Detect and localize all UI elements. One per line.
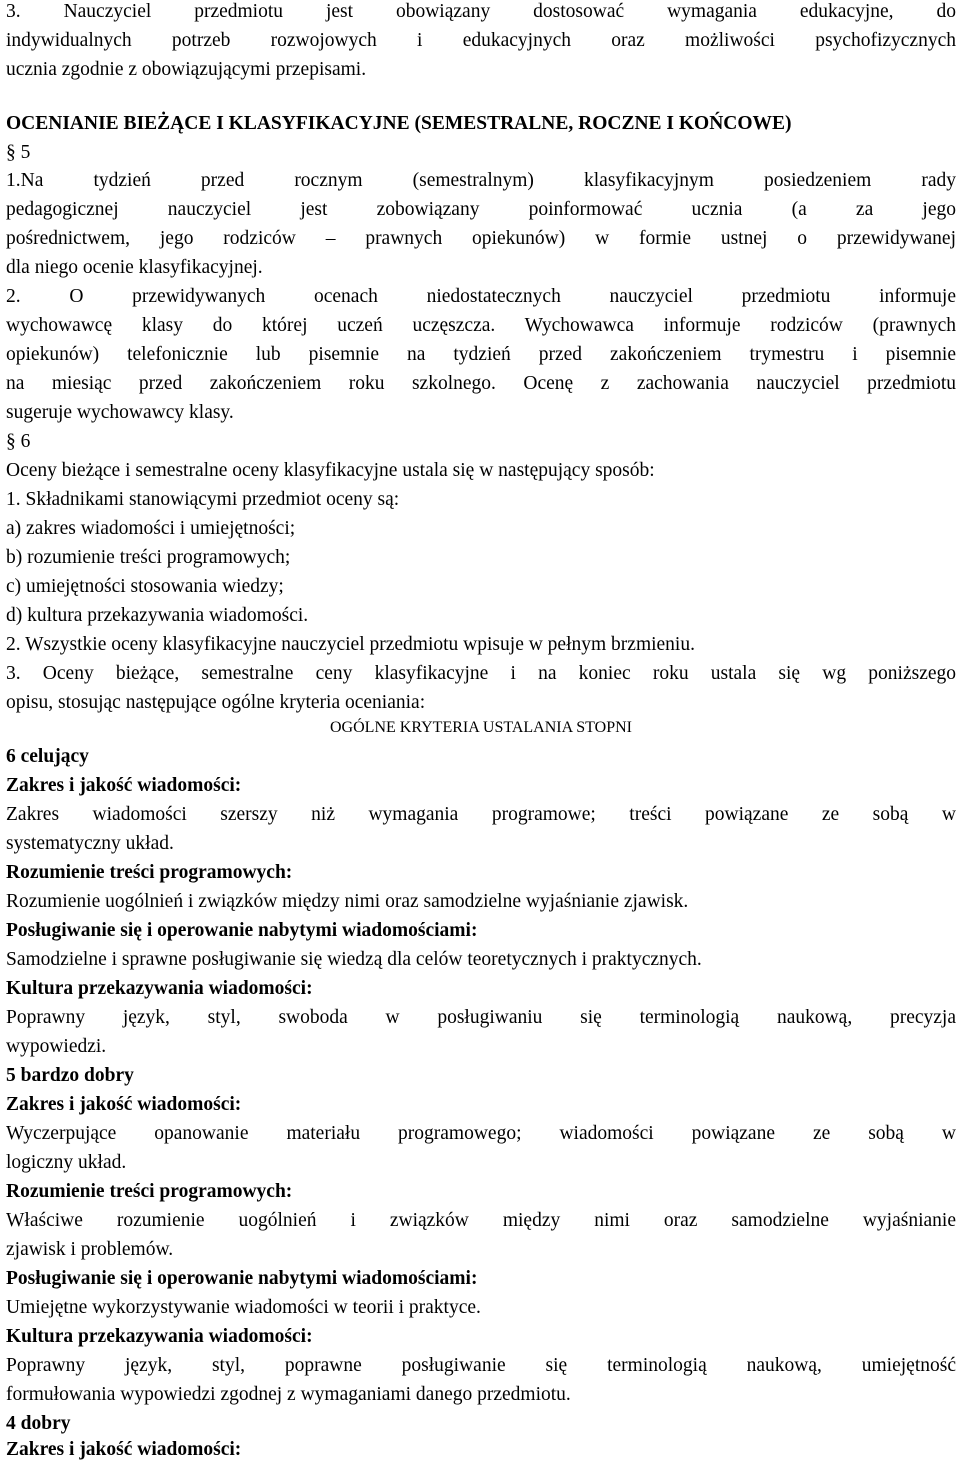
paragraph-line: wypowiedzi. <box>6 1036 107 1057</box>
paragraph-line: Poprawny język, styl, swoboda w posługiwaniu się terminologią naukową, precyzja <box>6 1007 956 1028</box>
paragraph-line: ucznia zgodnie z obowiązującymi przepisami. <box>6 59 367 80</box>
paragraph-line: formułowania wypowiedzi zgodnej z wymaganiami danego przedmiotu. <box>6 1384 571 1405</box>
paragraph-line: 1. Składnikami stanowiącymi przedmiot oceny są: <box>6 489 400 510</box>
paragraph-line: dla niego ocenie klasyfikacyjnej. <box>6 257 263 278</box>
paragraph-line: indywidualnych potrzeb rozwojowych i edukacyjnych oraz możliwości psychofizycznych <box>6 30 956 51</box>
paragraph-line: Poprawny język, styl, poprawne posługiwanie się terminologią naukową, umiejętność <box>6 1355 956 1376</box>
list-item: b) rozumienie treści programowych; <box>6 547 291 568</box>
list-item: a) zakres wiadomości i umiejętności; <box>6 518 296 539</box>
paragraph-line: Zakres wiadomości szerszy niż wymagania programowe; treści powiązane ze sobą w <box>6 804 956 825</box>
section-symbol: § 5 <box>6 142 31 163</box>
list-item: d) kultura przekazywania wiadomości. <box>6 605 309 626</box>
paragraph-line: logiczny układ. <box>6 1152 127 1173</box>
paragraph-line: wychowawcę klasy do której uczeń uczęszcza. Wychowawca informuje rodziców (prawnych <box>6 315 956 336</box>
paragraph-line: opisu, stosując następujące ogólne kryteria oceniania: <box>6 692 426 713</box>
paragraph-line: sugeruje wychowawcy klasy. <box>6 402 234 423</box>
criterion-heading: Kultura przekazywania wiadomości: <box>6 1326 313 1347</box>
criterion-heading: Zakres i jakość wiadomości: <box>6 775 242 796</box>
grade-heading: 4 dobry <box>6 1413 71 1434</box>
section-symbol: § 6 <box>6 431 31 452</box>
paragraph-line: opiekunów) telefonicznie lub pisemnie na tydzień przed zakończeniem trymestru i pisemnie <box>6 344 956 365</box>
paragraph-line: 1.Na tydzień przed rocznym (semestralnym) klasyfikacyjnym posiedzeniem rady <box>6 170 956 191</box>
criterion-heading: Posługiwanie się i operowanie nabytymi wiadomościami: <box>6 920 478 941</box>
criterion-heading: Zakres i jakość wiadomości: <box>6 1094 242 1115</box>
criteria-title: OGÓLNE KRYTERIA USTALANIA STOPNI <box>330 719 632 736</box>
grade-heading: 5 bardzo dobry <box>6 1065 134 1086</box>
paragraph-line: pedagogicznej nauczyciel jest zobowiązany poinformować ucznia (a za jego <box>6 199 956 220</box>
paragraph-line: Oceny bieżące i semestralne oceny klasyfikacyjne ustala się w następujący sposób: <box>6 460 655 481</box>
criterion-heading: Rozumienie treści programowych: <box>6 862 293 883</box>
paragraph-line: pośrednictwem, jego rodziców – prawnych opiekunów) w formie ustnej o przewidywanej <box>6 228 956 249</box>
paragraph-line: 3. Oceny bieżące, semestralne ceny klasyfikacyjne i na koniec roku ustala się wg poniższego <box>6 663 956 684</box>
paragraph-line: Umiejętne wykorzystywanie wiadomości w teorii i praktyce. <box>6 1297 481 1318</box>
criterion-heading: Posługiwanie się i operowanie nabytymi wiadomościami: <box>6 1268 478 1289</box>
paragraph-line: Samodzielne i sprawne posługiwanie się wiedzą dla celów teoretycznych i praktycznych. <box>6 949 702 970</box>
paragraph-line: 2. Wszystkie oceny klasyfikacyjne nauczyciel przedmiotu wpisuje w pełnym brzmieniu. <box>6 634 695 655</box>
paragraph-line: na miesiąc przed zakończeniem roku szkolnego. Ocenę z zachowania nauczyciel przedmiotu <box>6 373 956 394</box>
criterion-heading: Rozumienie treści programowych: <box>6 1181 293 1202</box>
paragraph-line: Rozumienie uogólnień i związków między nimi oraz samodzielne wyjaśnianie zjawisk. <box>6 891 689 912</box>
paragraph-line: Właściwe rozumienie uogólnień i związków między nimi oraz samodzielne wyjaśnianie <box>6 1210 956 1231</box>
paragraph-line: zjawisk i problemów. <box>6 1239 174 1260</box>
paragraph-line: 2. O przewidywanych ocenach niedostatecznych nauczyciel przedmiotu informuje <box>6 286 956 307</box>
paragraph-line: Wyczerpujące opanowanie materiału programowego; wiadomości powiązane ze sobą w <box>6 1123 956 1144</box>
section-heading: OCENIANIE BIEŻĄCE I KLASYFIKACYJNE (SEMESTRALNE, ROCZNE I KOŃCOWE) <box>6 113 792 134</box>
paragraph-line: systematyczny układ. <box>6 833 174 854</box>
criterion-heading: Kultura przekazywania wiadomości: <box>6 978 313 999</box>
grade-heading: 6 celujący <box>6 746 89 767</box>
criterion-heading: Zakres i jakość wiadomości: <box>6 1439 242 1460</box>
paragraph-line: 3. Nauczyciel przedmiotu jest obowiązany dostosować wymagania edukacyjne, do <box>6 1 956 22</box>
list-item: c) umiejętności stosowania wiedzy; <box>6 576 284 597</box>
